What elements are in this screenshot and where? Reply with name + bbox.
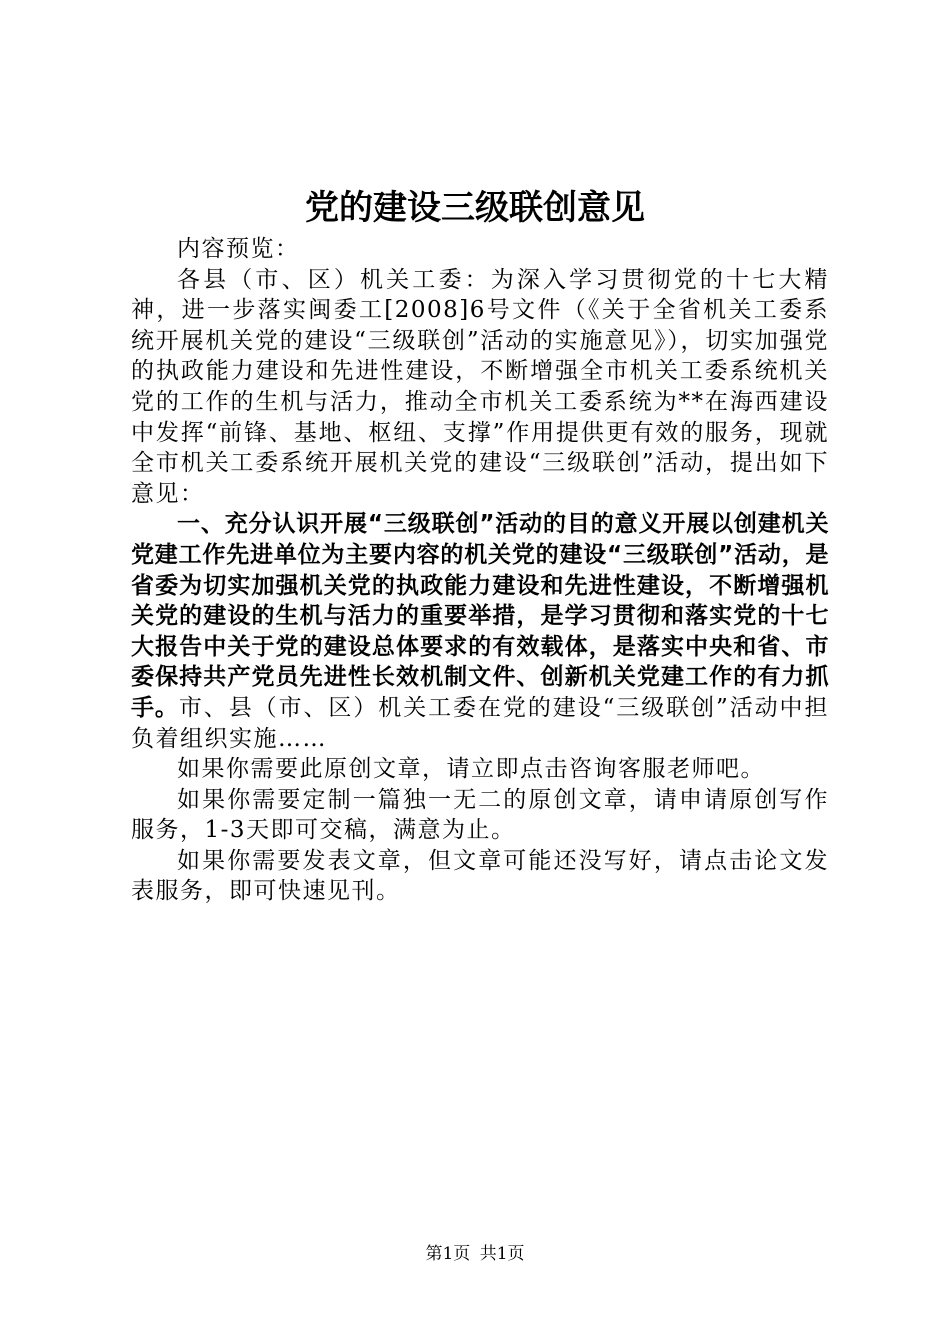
section-one-heading-text: 一、充分认识开展“三级联创”活动的目的意义开展以创建机关党建工作先进单位为主要内容的机关党的建设“三级联创”活动，是省委为切实加强机关党的执政能力建设和先进性建设，不断增强机关党的建设的生机与活力的重要举措，是学习贯彻和落实党的十七大报告中关于党的建设总体要求的有效载体，是落实中央和省、市委保持共产党员先进性长效机制文件、创新机关党建工作的有力抓手。 [131,511,829,721]
preview-label: 内容预览： [177,236,300,262]
page-total: 共1页 [479,1244,525,1264]
paragraph-publish: 如果你需要发表文章，但文章可能还没写好，请点击论文发表服务，即可快速见刊。 [131,847,829,905]
page-footer [0,1242,950,1266]
document-body [131,234,829,907]
section-one-continuation: 市、县（市、区）机关工委在党的建设“三级联创”活动中担负着组织实施…… [131,694,829,752]
document-title: 党的建设三级联创意见 [305,188,645,228]
paragraph-section-one [131,509,829,754]
page-number: 第1页 [425,1244,471,1264]
paragraph-intro: 各县（市、区）机关工委：为深入学习贯彻党的十七大精神，进一步落实闽委工[2008]6号文件（《关于全省机关工委系统开展机关党的建设“三级联创”活动的实施意见》），切实加强党的执政能力建设和先进性建设，不断增强全市机关工委系统机关党的工作的生机与活力，推动全市机关工委系统为**在海西建设中发挥“前锋、基地、枢纽、支撑”作用提供更有效的服务，现就全市机关工委系统开展机关党的建设“三级联创”活动，提出如下意见： [131,266,829,507]
paragraph-consult: 如果你需要此原创文章，请立即点击咨询客服老师吧。 [177,756,765,783]
paragraph-custom-writing: 如果你需要定制一篇独一无二的原创文章，请申请原创写作服务，1-3天即可交稿，满意为止。 [131,786,829,844]
